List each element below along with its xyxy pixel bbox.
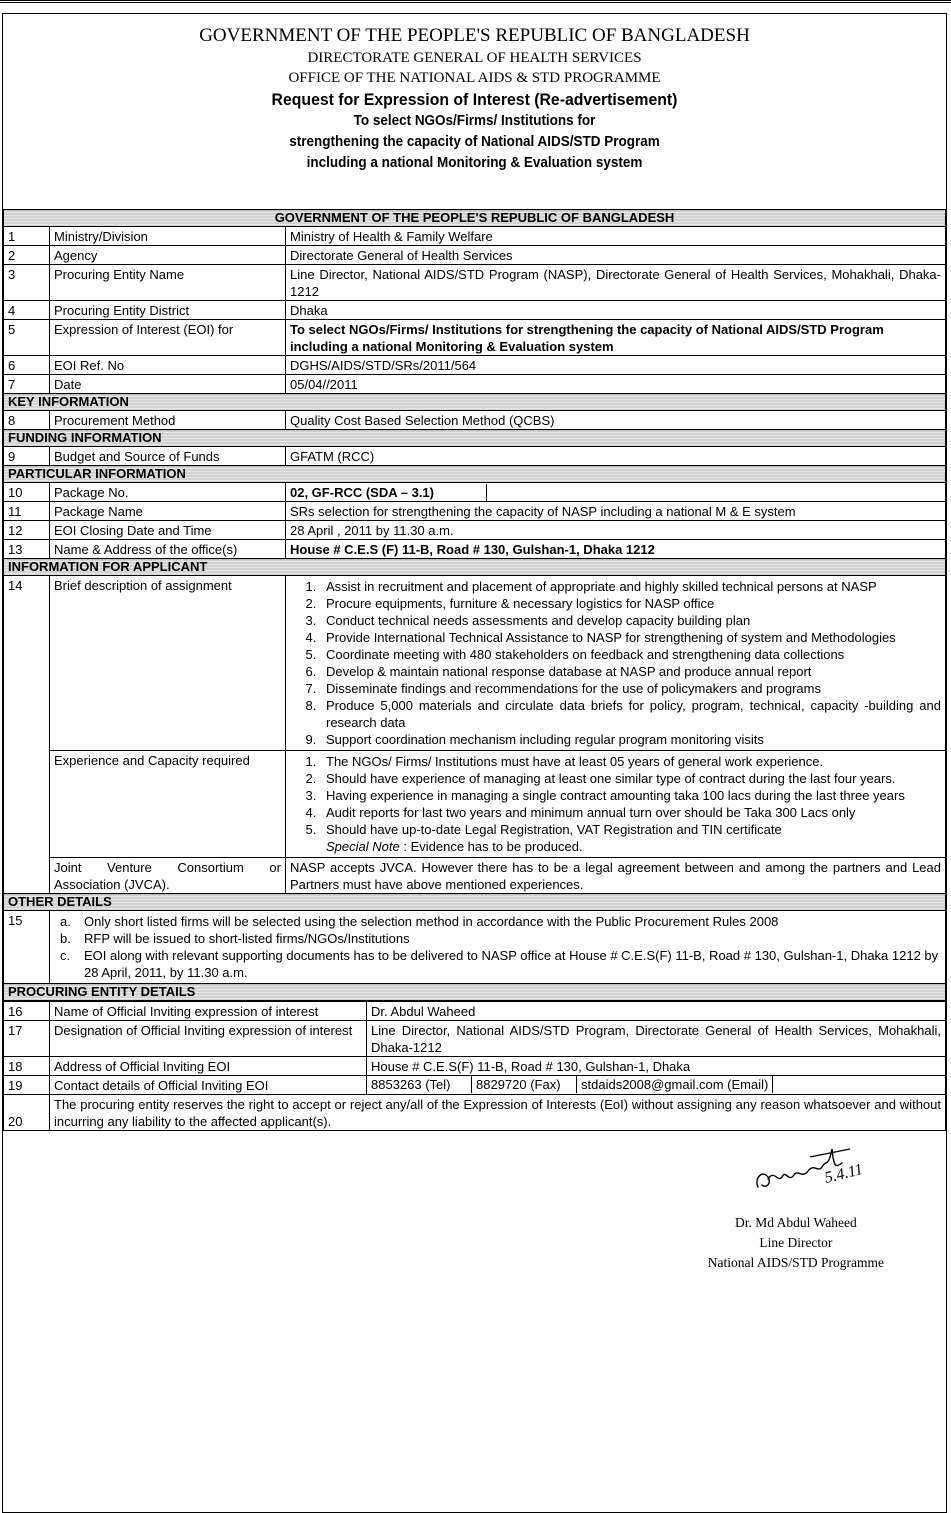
row-number: 4 — [4, 301, 50, 320]
band-key-information: KEY INFORMATION — [4, 394, 946, 411]
row-value: Directorate General of Health Services — [286, 246, 946, 265]
procuring-entity-table — [3, 1001, 946, 1131]
row-value: Quality Cost Based Selection Method (QCBS) — [286, 411, 946, 430]
row-number: 19 — [4, 1076, 50, 1095]
special-note-label: Special Note — [326, 839, 400, 854]
notice-subtitle-2: strengthening the capacity of National AIDS/STD Program — [289, 134, 660, 150]
list-item: 2. Should have experience of managing at least one similar type of contract during the last four years. — [320, 770, 941, 787]
row-label: EOI Closing Date and Time — [50, 521, 286, 540]
row-number: 15 — [4, 911, 50, 984]
row-value: GFATM (RCC) — [286, 447, 946, 466]
other-details-list — [54, 913, 941, 981]
row-number-empty — [4, 858, 50, 894]
list-item: 4. Audit reports for last two years and minimum annual turn over should be Taka 300 Lacs only — [320, 804, 941, 821]
notice-title: Request for Expression of Interest (Re-advertisement) — [271, 90, 678, 109]
row-label: Experience and Capacity required — [50, 751, 286, 858]
table-row — [4, 265, 946, 301]
row-label: Expression of Interest (EOI) for — [50, 320, 286, 356]
list-item: 1. The NGOs/ Firms/ Institutions must have at least 05 years of general work experience. — [320, 753, 941, 770]
list-item: 5. Should have up-to-date Legal Registration, VAT Registration and TIN certificate — [320, 821, 941, 838]
row-label: Package Name — [50, 502, 286, 521]
row-label: Procuring Entity Name — [50, 265, 286, 301]
table-row — [4, 356, 946, 375]
row-label: Procuring Entity District — [50, 301, 286, 320]
list-item — [54, 947, 941, 981]
band-government: GOVERNMENT OF THE PEOPLE'S REPUBLIC OF BANGLADESH — [4, 210, 946, 227]
signatory-office: National AIDS/STD Programme — [707, 1255, 884, 1270]
item-text: Only short listed firms will be selected using the selection method in accordance with the Public Procurement Rules 2008 — [84, 914, 779, 929]
row-value — [286, 483, 946, 502]
assignment-list — [290, 578, 941, 748]
item-mark: a. — [60, 914, 71, 929]
signature-area — [3, 1131, 946, 1291]
list-item: 3. Having experience in managing a single contract amounting taka 100 lacs during the last three years — [320, 787, 941, 804]
notice-subtitle-1: To select NGOs/Firms/ Institutions for — [353, 113, 596, 129]
assignment-list-cell — [286, 576, 946, 751]
row-label: Package No. — [50, 483, 286, 502]
special-note-text: : Evidence has to be produced. — [403, 839, 583, 854]
row-number: 6 — [4, 356, 50, 375]
special-note — [290, 838, 941, 855]
row-value: SRs selection for strengthening the capacity of NASP including a national M & E system — [286, 502, 946, 521]
band-funding-information: FUNDING INFORMATION — [4, 430, 946, 447]
row-number: 13 — [4, 540, 50, 559]
table-row — [4, 301, 946, 320]
table-row — [4, 858, 946, 894]
list-item — [54, 913, 941, 930]
row-number: 14 — [4, 576, 50, 751]
header-government: GOVERNMENT OF THE PEOPLE'S REPUBLIC OF BANGLADESH — [199, 25, 750, 46]
signature-date: 5.4.11 — [822, 1160, 865, 1187]
item-text: EOI along with relevant supporting documents has to be delivered to NASP office at House # C.E.S(F) 11-B, Road # 130, Gulshan-1, Dhaka 1212 by 28 April, 2011, by 11.30 a.m. — [84, 948, 939, 980]
contact-details — [367, 1076, 946, 1095]
row-number: 5 — [4, 320, 50, 356]
contact-email: stdaids2008@gmail.com (Email) — [577, 1076, 773, 1093]
table-row — [4, 227, 946, 246]
band-information-for-applicant: INFORMATION FOR APPLICANT — [4, 559, 946, 576]
signatory-title: Line Director — [759, 1235, 833, 1250]
list-item — [54, 930, 941, 947]
signatory-name: Dr. Md Abdul Waheed — [735, 1215, 857, 1230]
row-value: House # C.E.S (F) 11-B, Road # 130, Gulshan-1, Dhaka 1212 — [286, 540, 946, 559]
row-label: Ministry/Division — [50, 227, 286, 246]
list-item: 6. Develop & maintain national response database at NASP and produce annual report — [320, 663, 941, 680]
header-office: OFFICE OF THE NATIONAL AIDS & STD PROGRAMME — [288, 70, 661, 86]
table-row — [4, 375, 946, 394]
row-label-jvca: Joint Venture Consortium or Association (JVCA). — [50, 858, 286, 894]
list-item: 2. Procure equipments, furniture & necessary logistics for NASP office — [320, 595, 941, 612]
band-other-details: OTHER DETAILS — [4, 894, 946, 911]
row-label: Address of Official Inviting EOI — [50, 1057, 367, 1076]
row-value: DGHS/AIDS/STD/SRs/2011/564 — [286, 356, 946, 375]
row-number: 8 — [4, 411, 50, 430]
row-label: Name of Official Inviting expression of interest — [50, 1002, 367, 1021]
row-label: Designation of Official Inviting expression of interest — [50, 1021, 367, 1057]
row-number: 20 — [4, 1095, 50, 1131]
table-row — [4, 483, 946, 502]
table-row — [4, 521, 946, 540]
item-mark: c. — [60, 948, 71, 963]
table-row — [4, 447, 946, 466]
table-row — [4, 246, 946, 265]
band-particular-information: PARTICULAR INFORMATION — [4, 466, 946, 483]
table-row — [4, 911, 946, 984]
row-value: Line Director, National AIDS/STD Program (NASP), Directorate General of Health Services, Mohakhali, Dhaka-1212 — [286, 265, 946, 301]
table-row — [4, 1095, 946, 1131]
item-text: RFP will be issued to short-listed firms/NGOs/Institutions — [84, 931, 410, 946]
row-value: House # C.E.S(F) 11-B, Road # 130, Gulshan-1, Dhaka — [367, 1057, 946, 1076]
list-item: 5. Coordinate meeting with 480 stakeholders on feedback and strengthening data collections — [320, 646, 941, 663]
row-number: 9 — [4, 447, 50, 466]
table-row — [4, 751, 946, 858]
contact-tel: 8853263 (Tel) — [367, 1076, 472, 1093]
experience-list-cell — [286, 751, 946, 858]
row-number: 3 — [4, 265, 50, 301]
row-number: 7 — [4, 375, 50, 394]
signature-icon — [748, 1139, 898, 1199]
row-number: 2 — [4, 246, 50, 265]
row-label: Name & Address of the office(s) — [50, 540, 286, 559]
list-item: 9. Support coordination mechanism including regular program monitoring visits — [320, 731, 941, 748]
row-number-empty — [4, 751, 50, 858]
row-value: Dr. Abdul Waheed — [367, 1002, 946, 1021]
row-label: Procurement Method — [50, 411, 286, 430]
package-number: 02, GF-RCC (SDA – 3.1) — [290, 484, 487, 501]
table-row — [4, 411, 946, 430]
other-details-cell — [50, 911, 946, 984]
header — [3, 14, 946, 209]
eoi-table — [3, 209, 946, 1001]
row-value: Ministry of Health & Family Welfare — [286, 227, 946, 246]
row-number: 10 — [4, 483, 50, 502]
table-row — [4, 1021, 946, 1057]
row-number: 1 — [4, 227, 50, 246]
row-number: 16 — [4, 1002, 50, 1021]
row-label: EOI Ref. No — [50, 356, 286, 375]
list-item: 4. Provide International Technical Assistance to NASP for strengthening of system and Methodologies — [320, 629, 941, 646]
row-value: To select NGOs/Firms/ Institutions for strengthening the capacity of National AIDS/STD Program including a national Monitoring & Evaluation system — [286, 320, 946, 356]
row-label: Agency — [50, 246, 286, 265]
list-item: 1. Assist in recruitment and placement of appropriate and highly skilled technical persons at NASP — [320, 578, 941, 595]
signatory-block — [708, 1213, 884, 1273]
row-number: 17 — [4, 1021, 50, 1057]
list-item: 3. Conduct technical needs assessments and develop capacity building plan — [320, 612, 941, 629]
row-value: 28 April , 2011 by 11.30 a.m. — [286, 521, 946, 540]
item-mark: b. — [60, 931, 71, 946]
list-item: 8. Produce 5,000 materials and circulate data briefs for policy, program, technical, capacity -building and research data — [320, 697, 941, 731]
row-label: Contact details of Official Inviting EOI — [50, 1076, 367, 1095]
row-number: 12 — [4, 521, 50, 540]
row-label: Date — [50, 375, 286, 394]
row-value: Dhaka — [286, 301, 946, 320]
notice-subtitle-3: including a national Monitoring & Evaluation system — [306, 155, 643, 171]
table-row — [4, 540, 946, 559]
row-label: Budget and Source of Funds — [50, 447, 286, 466]
row-value: Line Director, National AIDS/STD Program, Directorate General of Health Services, Mohakhali, Dhaka-1212 — [367, 1021, 946, 1057]
row-number: 18 — [4, 1057, 50, 1076]
header-directorate: DIRECTORATE GENERAL OF HEALTH SERVICES — [307, 50, 642, 66]
document-frame — [2, 13, 947, 1513]
band-procuring-entity-details: PROCURING ENTITY DETAILS — [4, 984, 946, 1001]
row-value: The procuring entity reserves the right to accept or reject any/all of the Expression of Interests (EoI) without assigning any reason whatsoever and without incurring any liability to the affected applicant(s). — [50, 1095, 946, 1131]
table-row — [4, 1057, 946, 1076]
table-row — [4, 1002, 946, 1021]
row-value: NASP accepts JVCA. However there has to be a legal agreement between and among the partners and Lead Partners must have above mentioned experiences. — [286, 858, 946, 894]
row-label: Brief description of assignment — [50, 576, 286, 751]
table-row — [4, 502, 946, 521]
row-value: 05/04//2011 — [286, 375, 946, 394]
table-row — [4, 1076, 946, 1095]
table-row — [4, 320, 946, 356]
table-row — [4, 576, 946, 751]
contact-fax: 8829720 (Fax) — [472, 1076, 577, 1093]
row-number: 11 — [4, 502, 50, 521]
list-item: 7. Disseminate findings and recommendations for the use of policymakers and programs — [320, 680, 941, 697]
experience-list — [290, 753, 941, 838]
